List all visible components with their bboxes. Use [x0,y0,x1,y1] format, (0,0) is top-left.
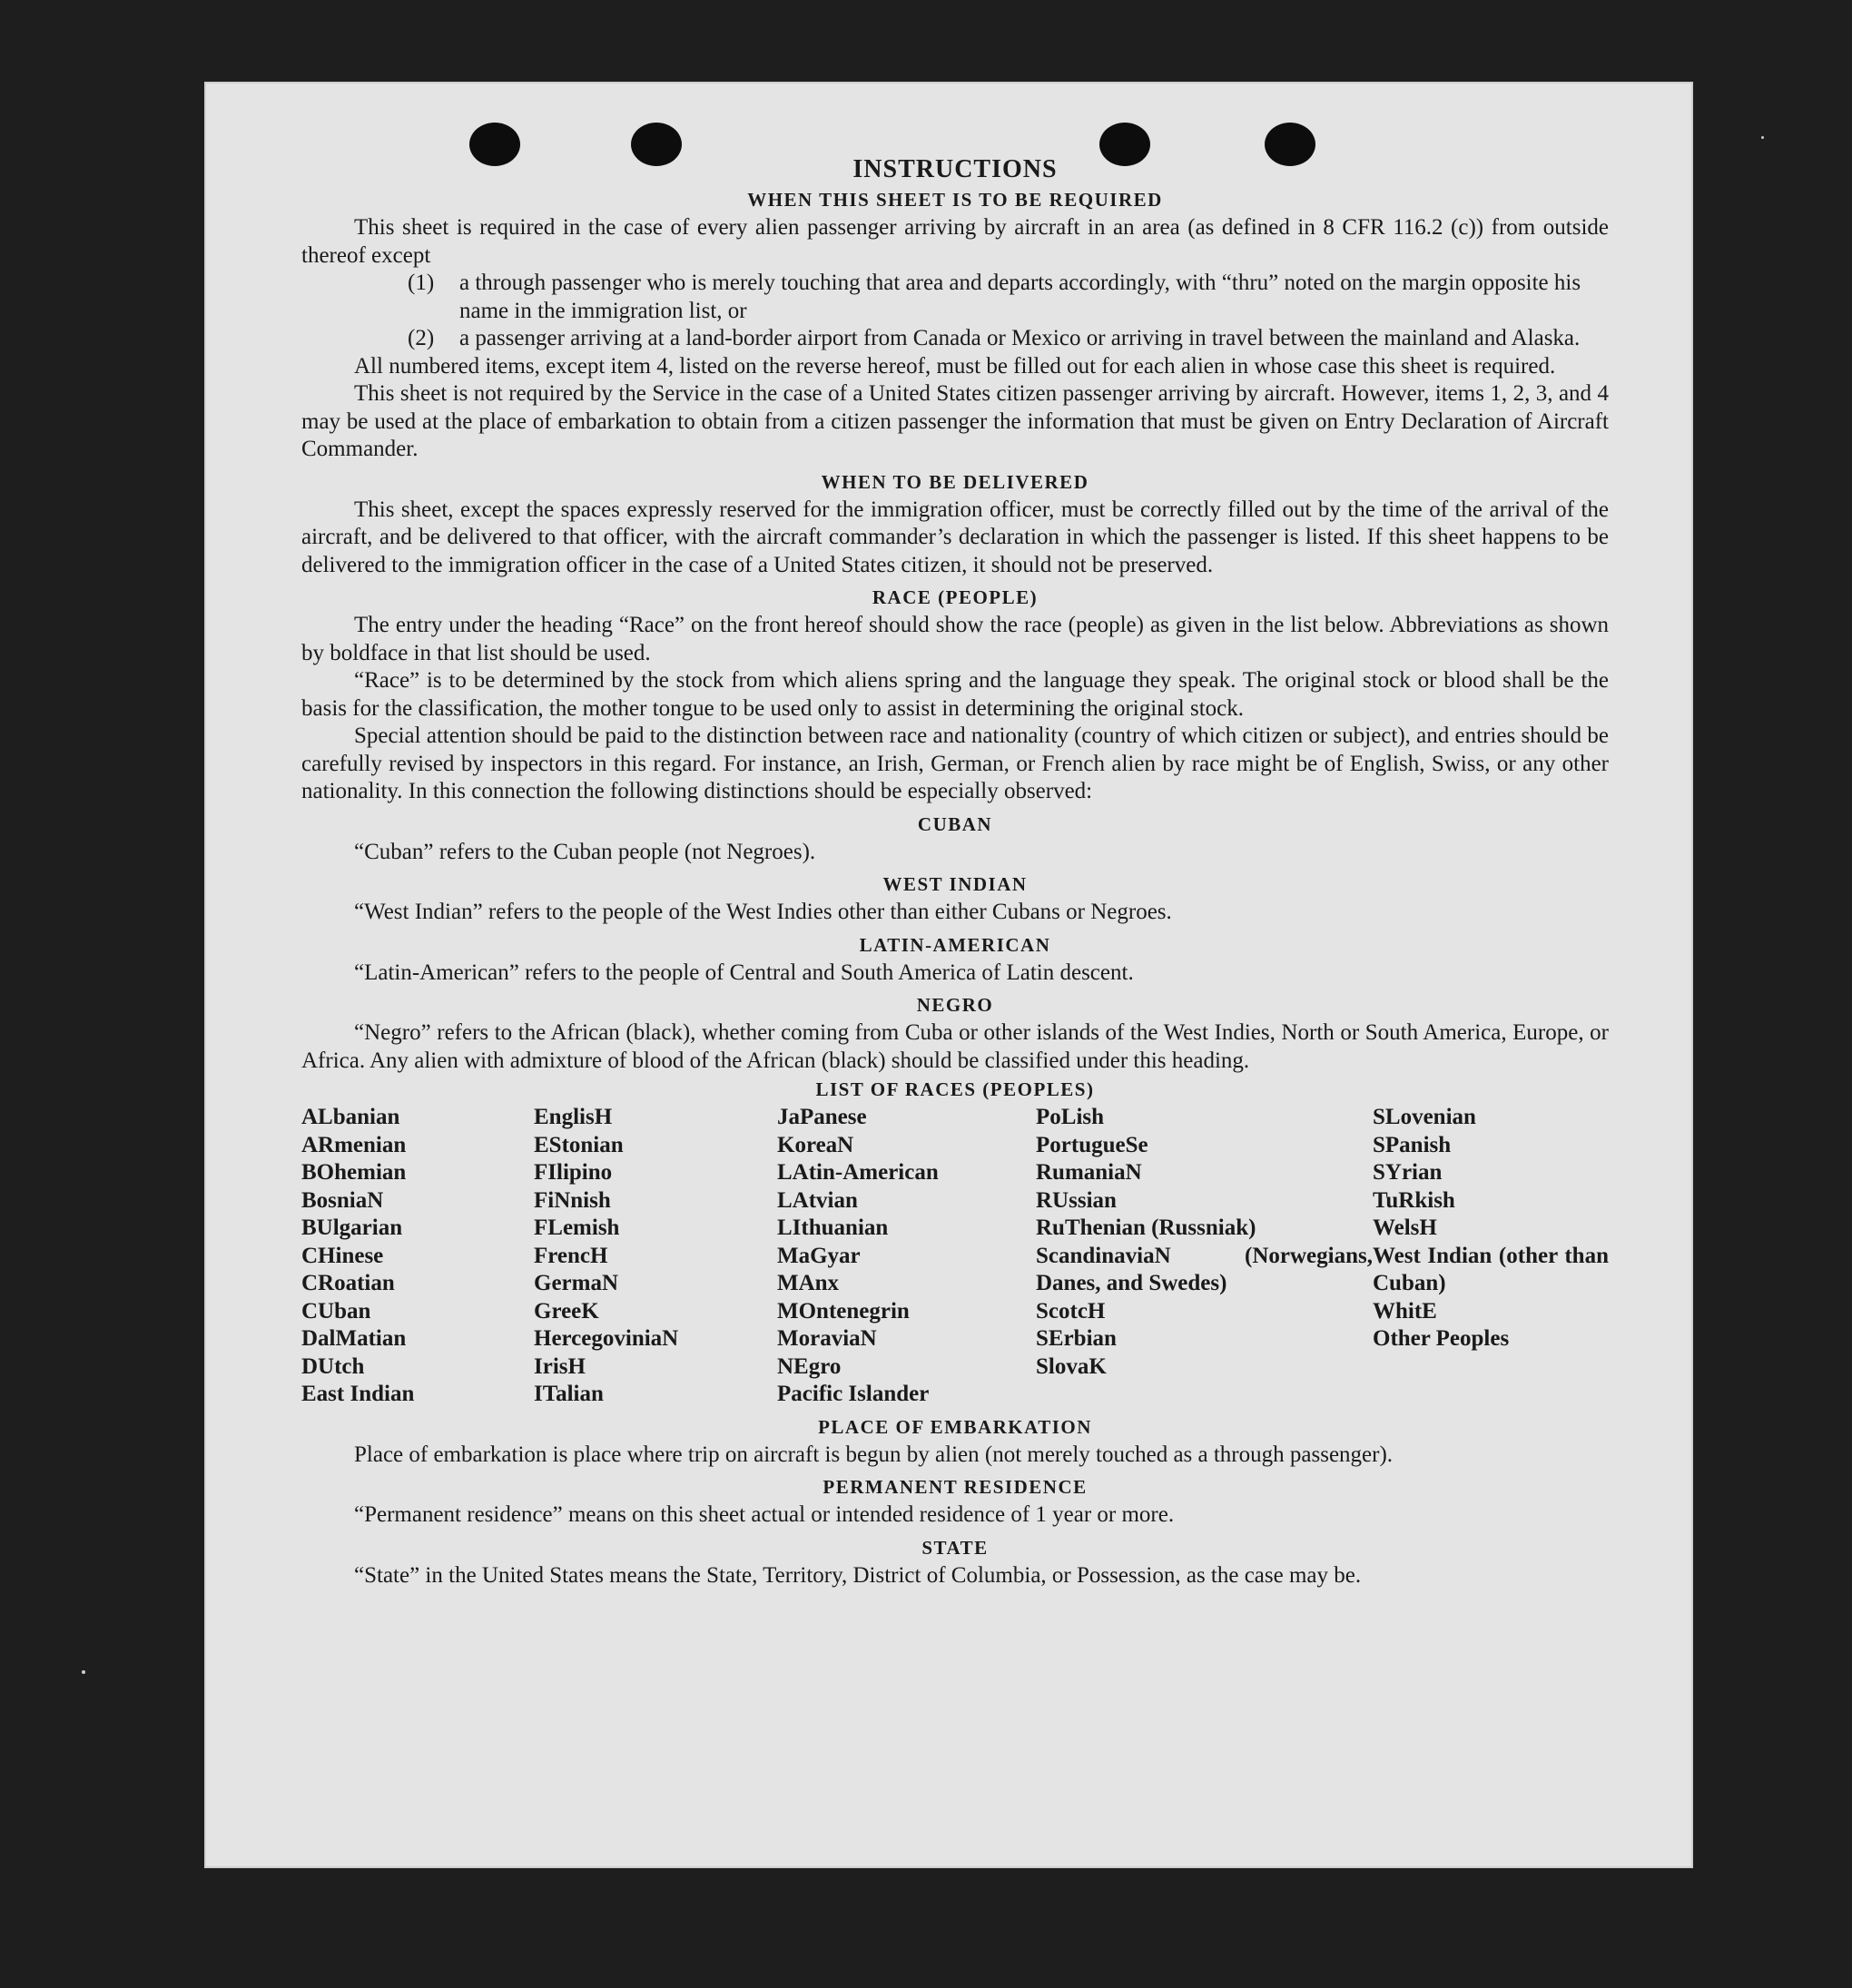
race-entry: SErbian [1036,1326,1117,1351]
race-entry: BosniaN [301,1187,384,1213]
paragraph: “Latin-American” refers to the people of Central and South America of Latin descent. [354,960,1134,985]
race-entry: HercegoviniaN [534,1326,679,1351]
scan-speck [1761,136,1764,139]
race-entry: GermaN [534,1271,619,1295]
section-heading: PERMANENT RESIDENCE [823,1476,1088,1498]
race-entry: FLemish [534,1215,620,1240]
race-entry: ScotcH [1036,1298,1106,1324]
race-entry: LIthuanian [777,1215,889,1240]
scan-speck [82,1670,85,1674]
races-column [301,1104,534,1409]
races-column [777,1104,1036,1409]
race-entry: MaGyar [777,1243,861,1268]
race-entry: GreeK [534,1298,599,1324]
paragraph: This sheet is not required by the Service in the case of a United States citizen passenger arriving by aircraft. However, items 1, 2, 3, and 4 may be used at the place of embarkation to obtain from a citizen passenger the information that must be given on Entry Declaration of Aircraft Commander. [301,381,1609,461]
paragraph: “Permanent residence” means on this sheet actual or intended residence of 1 year or more. [354,1502,1175,1527]
item-number: (2) [408,326,435,350]
section-heading: WHEN THIS SHEET IS TO BE REQUIRED [747,189,1163,211]
race-entry: PortugueSe [1036,1132,1148,1157]
race-entry: NEgro [777,1353,842,1379]
race-entry: ITalian [534,1382,604,1406]
race-entry: CRoatian [301,1271,395,1295]
list-item [301,325,1609,353]
document-body [301,154,1609,1589]
paragraph: Special attention should be paid to the distinction between race and nationality (country of which citizen or subject), and entries should be carefully revised by inspectors in this regard. For instance, an Irish, German, or French alien by race might be of English, Swiss, or any other nationality. In this connection the following distinctions should be especially observed: [301,723,1609,803]
race-entry: West Indian (other than Cuban) [1373,1243,1609,1295]
race-entry: CHinese [301,1243,384,1268]
race-entry: SlovaK [1036,1353,1107,1379]
race-entry: ALbanian [301,1105,400,1129]
page-title: INSTRUCTIONS [852,155,1058,183]
paragraph: “Negro” refers to the African (black), whether coming from Cuba or other islands of the West Indies, North or South America, Europe, or Africa. Any alien with admixture of blood of the African (black) should be classified under this heading. [301,1020,1609,1073]
item-text: a through passenger who is merely touching that area and departs accordingly, with “thru” noted on the margin opposite his name in the immigration list, or [459,271,1581,323]
section-heading: WHEN TO BE DELIVERED [821,470,1089,493]
list-item [301,270,1609,325]
race-entry: FiNnish [534,1187,611,1213]
races-list [301,1104,1609,1409]
race-entry: SPanish [1373,1132,1452,1157]
race-entry: LAtin-American [777,1160,939,1185]
race-entry: Pacific Islander [777,1382,930,1406]
races-list-heading: LIST OF RACES (PEOPLES) [815,1078,1095,1100]
paragraph: “Race” is to be determined by the stock from which aliens spring and the language they speak. The original stock or blood shall be the basis for the classification, the mother tongue to be used only to assist in determining the original stock. [301,668,1609,721]
races-column [1036,1104,1373,1409]
paragraph: This sheet, except the spaces expressly reserved for the immigration officer, must be correctly filled out by the time of the arrival of the aircraft, and be delivered to that officer, with the aircraft commander’s declaration in which the passenger is listed. If this sheet happens to be delivered to the immigration officer in the case of a United States citizen, it should not be preserved. [301,497,1609,577]
paragraph: Place of embarkation is place where trip on aircraft is begun by alien (not merely touched as a through passenger). [354,1442,1394,1467]
race-entry: ScandinaviaN (Norwegians, Danes, and Swedes) [1036,1243,1373,1295]
race-entry: WelsH [1373,1215,1437,1240]
race-entry: ARmenian [301,1132,407,1157]
race-entry: WhitE [1373,1298,1437,1324]
race-entry: SLovenian [1373,1105,1476,1129]
race-entry: MAnx [777,1271,840,1295]
race-entry: SYrian [1373,1160,1443,1185]
race-entry: EnglisH [534,1105,613,1129]
section-heading: WEST INDIAN [882,873,1028,895]
race-entry: RuThenian (Russniak) [1036,1215,1256,1240]
race-entry: EStonian [534,1132,624,1157]
document-sheet [204,82,1693,1868]
race-entry: MoraviaN [777,1326,877,1351]
race-entry: East Indian [301,1382,415,1406]
race-entry: MOntenegrin [777,1298,910,1324]
race-entry: BUlgarian [301,1215,403,1240]
race-entry: TuRkish [1373,1187,1455,1213]
race-entry: FrencH [534,1243,608,1268]
race-entry: LAtvian [777,1187,858,1213]
race-entry: RUssian [1036,1187,1117,1213]
paragraph: This sheet is required in the case of every alien passenger arriving by aircraft in an area (as defined in 8 CFR 116.2 (c)) from outside thereof except [301,215,1609,268]
paragraph: “State” in the United States means the State, Territory, District of Columbia, or Possession, as the case may be. [354,1562,1362,1588]
paragraph: All numbered items, except item 4, listed on the reverse hereof, must be filled out for each alien in whose case this sheet is required. [354,353,1556,379]
race-entry: DUtch [301,1353,365,1379]
race-entry: RumaniaN [1036,1160,1142,1185]
item-number: (1) [408,271,435,295]
race-entry: FIlipino [534,1160,613,1185]
race-entry: DalMatian [301,1326,407,1351]
races-column [534,1104,777,1409]
item-text: a passenger arriving at a land-border airport from Canada or Mexico or arriving in travel between the mainland and Alaska. [459,326,1581,350]
paragraph: “Cuban” refers to the Cuban people (not Negroes). [354,839,816,864]
races-column [1373,1104,1609,1409]
race-entry: Other Peoples [1373,1326,1510,1351]
race-entry: JaPanese [777,1105,867,1129]
section-heading: NEGRO [916,994,994,1016]
race-entry: CUban [301,1298,371,1324]
section-heading: STATE [921,1536,989,1559]
paragraph: The entry under the heading “Race” on the front hereof should show the race (people) as given in the list below. Abbreviations as shown by boldface in that list should be used. [301,613,1609,665]
race-entry: BOhemian [301,1160,407,1185]
section-heading: PLACE OF EMBARKATION [818,1415,1092,1438]
race-entry: IrisH [534,1353,586,1379]
race-entry: KoreaN [777,1132,854,1157]
section-heading: RACE (PEOPLE) [872,586,1039,608]
section-heading: LATIN-AMERICAN [859,933,1051,956]
race-entry: PoLish [1036,1105,1105,1129]
paragraph: “West Indian” refers to the people of the West Indies other than either Cubans or Negroes. [354,900,1172,924]
section-heading: CUBAN [917,812,993,835]
